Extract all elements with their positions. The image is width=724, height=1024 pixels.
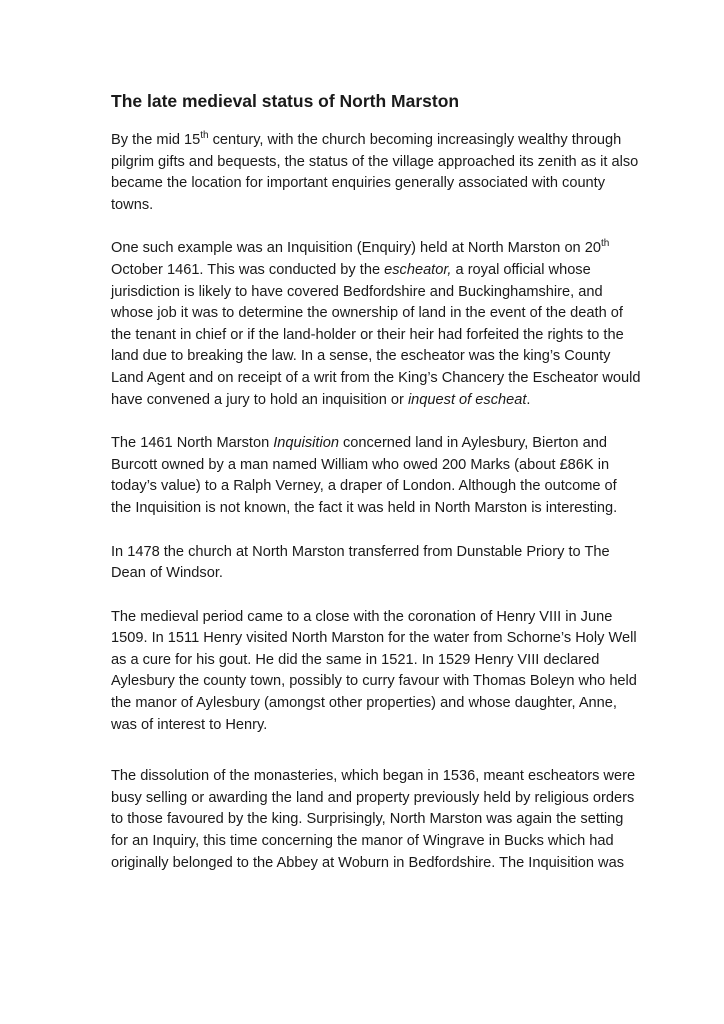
inquisition-superscript: th <box>600 238 610 250</box>
inquisition-text-c: a royal official whose jurisdiction is likely to have covered Bedfordshire and Buckinghamshire, and whose job it was to determine the ownership of land in the event of the death of the tenant in chief or if the land-holder or their heir had forfeited the rights to the land due to breaking the law. In a sense, the escheator was the king’s County Land Agent and on receipt of a writ from the King’s Chancery the Escheator would have convened a jury to hold an inquisition or <box>111 261 641 408</box>
paragraph-land-ownership <box>111 433 641 519</box>
page-title: The late medieval status of North Marston <box>111 91 460 111</box>
paragraph-intro <box>111 130 641 216</box>
intro-superscript: th <box>200 130 209 142</box>
land-text-a: The 1461 North Marston <box>111 435 274 452</box>
inquisition-text-b: October 1461. This was conducted by the <box>111 261 385 278</box>
intro-text-b: century, with the church becoming increasingly wealthy through pilgrim gifts and bequests, the status of the village approached its zenith as it also became the location for important enquiries generally associated with county towns. <box>111 132 639 213</box>
inquisition-text-d: . <box>526 391 531 408</box>
paragraph-church-transfer: In 1478 the church at North Marston transferred from Dunstable Priory to The Dean of Windsor. <box>111 543 610 582</box>
paragraph-henry-viii: The medieval period came to a close with the coronation of Henry VIII in June 1509. In 1511 Henry visited North Marston for the water from Schorne’s Holy Well as a cure for his gout. He did the same in 1521. In 1529 Henry VIII declared Aylesbury the county town, possibly to curry favour with Thomas Boleyn who held the manor of Aylesbury (amongst other properties) and whose daughter, Anne, was of interest to Henry. <box>111 608 637 733</box>
inquisition-emphasis: Inquisition <box>273 435 339 452</box>
paragraph-inquisition-1461 <box>111 238 641 411</box>
intro-text-a: By the mid 15 <box>111 132 201 148</box>
inquest-emphasis: inquest of escheat <box>407 391 527 408</box>
paragraph-dissolution: The dissolution of the monasteries, which began in 1536, meant escheators were busy selling or awarding the land and property previously held by religious orders to those favoured by the king. Surprisingly, North Marston was again the setting for an Inquiry, this time concerning the manor of Wingrave in Bucks which had originally belonged to the Abbey at Woburn in Bedfordshire. The Inquisition was <box>111 768 636 871</box>
land-text-b: concerned land in Aylesbury, Bierton and Burcott owned by a man named William who owed 200 Marks (about £86K in today’s value) to a Ralph Verney, a draper of London. Although the outcome of the Inquisition is not known, the fact it was held in North Marston is interesting. <box>111 435 618 516</box>
inquisition-text-a: One such example was an Inquisition (Enquiry) held at North Marston on 20 <box>111 240 601 257</box>
document-page <box>111 90 641 896</box>
escheator-emphasis: escheator, <box>384 261 452 278</box>
